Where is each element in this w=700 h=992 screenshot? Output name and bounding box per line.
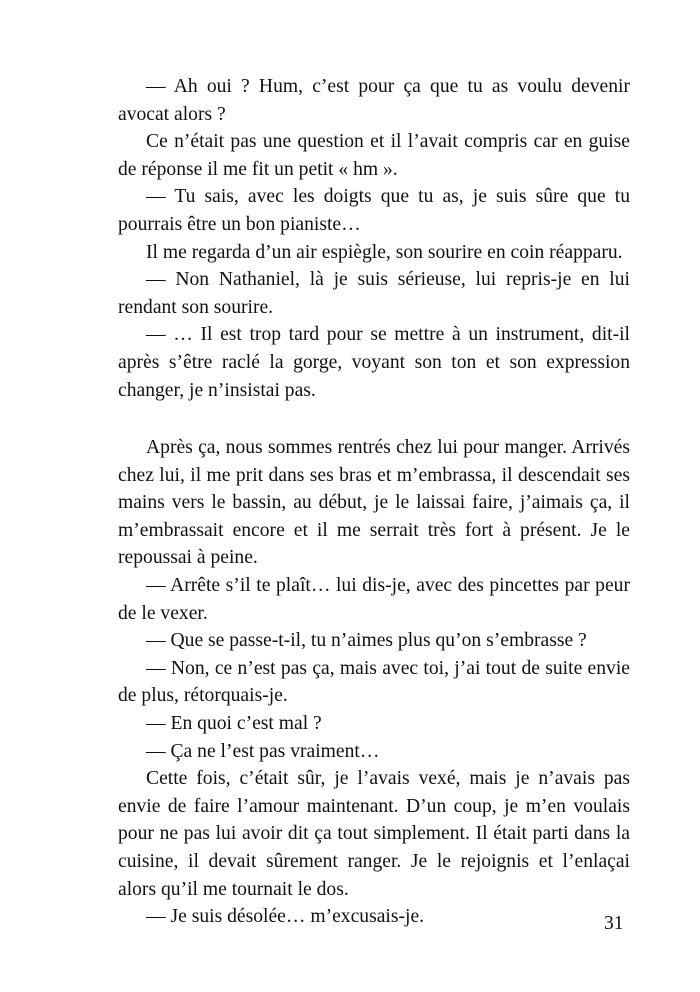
paragraph: Ce n’était pas une question et il l’avait compris car en guise de réponse il me fit un petit « hm ». xyxy=(118,131,630,180)
page-number: 31 xyxy=(604,913,624,934)
paragraph: — Ah oui ? Hum, c’est pour ça que tu as voulu devenir avocat alors ? xyxy=(118,76,630,125)
paragraph: Cette fois, c’était sûr, je l’avais vexé, mais je n’avais pas envie de faire l’amour maintenant. D’un coup, je m’en voulais pour ne pas lui avoir dit ça tout simplement. Il était parti dans la cuisine, il devait sûrement ranger. Je le rejoignis et l’enlaçai alors qu’il me tournait le dos. xyxy=(118,768,630,900)
paragraph: — Non Nathaniel, là je suis sérieuse, lui repris-je en lui rendant son sourire. xyxy=(118,269,630,318)
paragraph: — Ça ne l’est pas vraiment… xyxy=(146,740,380,762)
paragraph: Il me regarda d’un air espiègle, son sourire en coin réapparu. xyxy=(146,241,623,263)
paragraph: Après ça, nous sommes rentrés chez lui pour manger. Arrivés chez lui, il me prit dans ses bras et m’embrassa, il descendait ses mains vers le bassin, au début, je le laissai faire, j’aimais ça, il m’embrassait encore et il me serrait très fort à présent. Je le repoussai à peine. xyxy=(118,437,630,569)
text-section-1 xyxy=(118,73,630,404)
text-section-2 xyxy=(118,434,630,931)
paragraph: — Tu sais, avec les doigts que tu as, je suis sûre que tu pourrais être un bon pianiste… xyxy=(118,186,630,235)
paragraph: — Arrête s’il te plaît… lui dis-je, avec des pincettes par peur de le vexer. xyxy=(118,574,630,624)
paragraph: — … Il est trop tard pour se mettre à un instrument, dit-il après s’être raclé la gorge, voyant son ton et son expression changer, je n’insistai pas. xyxy=(118,324,630,401)
paragraph: — En quoi c’est mal ? xyxy=(146,712,322,734)
paragraph: — Je suis désolée… m’excusais-je. xyxy=(146,906,425,928)
paragraph: — Que se passe-t-il, tu n’aimes plus qu’on s’embrasse ? xyxy=(146,630,587,652)
paragraph: — Non, ce n’est pas ça, mais avec toi, j’ai tout de suite envie de plus, rétorquais-je. xyxy=(118,657,630,707)
